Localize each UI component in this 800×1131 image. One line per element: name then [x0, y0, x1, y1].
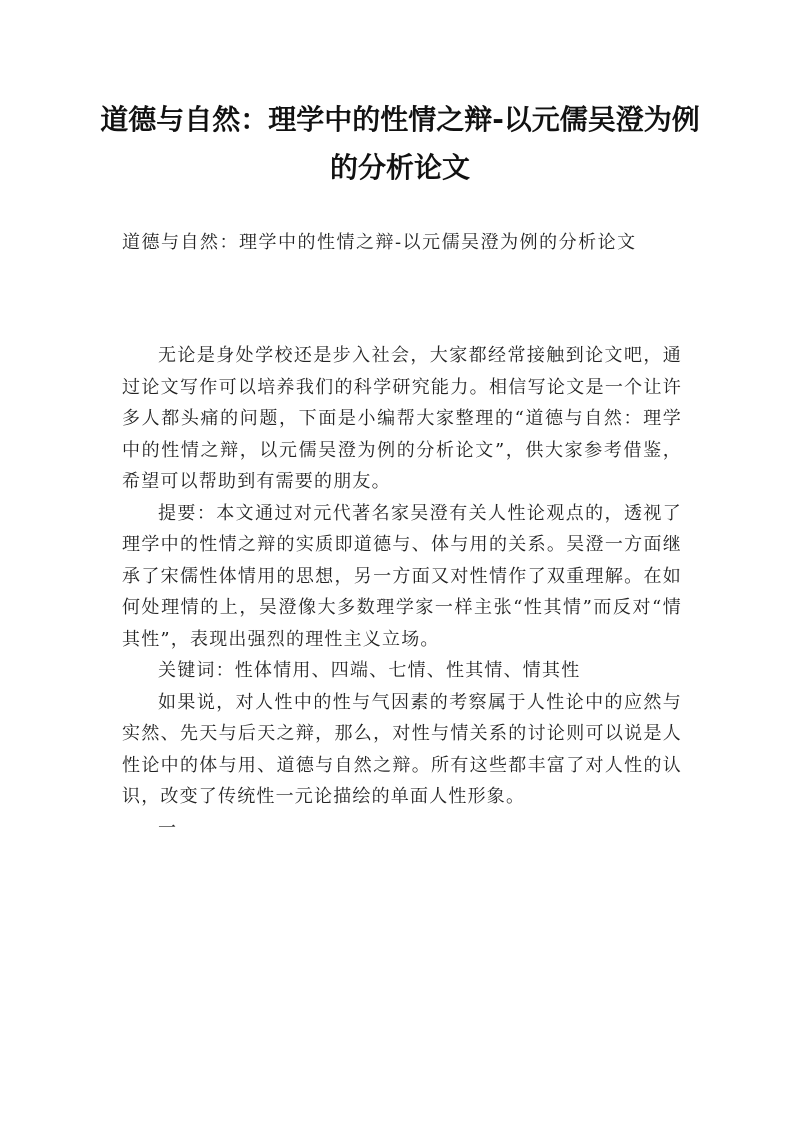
abstract-paragraph: 提要：本文通过对元代著名家吴澄有关人性论观点的，透视了理学中的性情之辩的实质即道德与、体与用的关系。吴澄一方面继承了宋儒性体情用的思想，另一方面又对性情作了双重理解。在如何处理情的上，吴澄像大多数理学家一样主张“性其情”而反对“情其性”，表现出强烈的理性主义立场。	[122, 502, 682, 650]
document-title: 道德与自然：理学中的性情之辩-以元儒吴澄为例的分析论文	[100, 103, 700, 184]
intro-paragraph: 无论是身处学校还是步入社会，大家都经常接触到论文吧，通过论文写作可以培养我们的科学研究能力。相信写论文是一个让许多人都头痛的问题，下面是小编帮大家整理的“道德与自然：理学中的性情之辩，以元儒吴澄为例的分析论文”，供大家参考借鉴，希望可以帮助到有需要的朋友。	[122, 345, 682, 492]
document-body	[122, 340, 682, 844]
keywords-paragraph: 关键词：性体情用、四端、七情、性其情、情其性	[158, 660, 581, 681]
document-subtitle: 道德与自然：理学中的性情之辩-以元儒吴澄为例的分析论文	[122, 232, 637, 253]
section-number: 一	[158, 817, 178, 839]
body-paragraph: 如果说，对人性中的性与气因素的考察属于人性论中的应然与实然、先天与后天之辩，那么，对性与情关系的讨论则可以说是人性论中的体与用、道德与自然之辩。所有这些都丰富了对人性的认识，改变了传统性一元论描绘的单面人性形象。	[122, 691, 682, 807]
